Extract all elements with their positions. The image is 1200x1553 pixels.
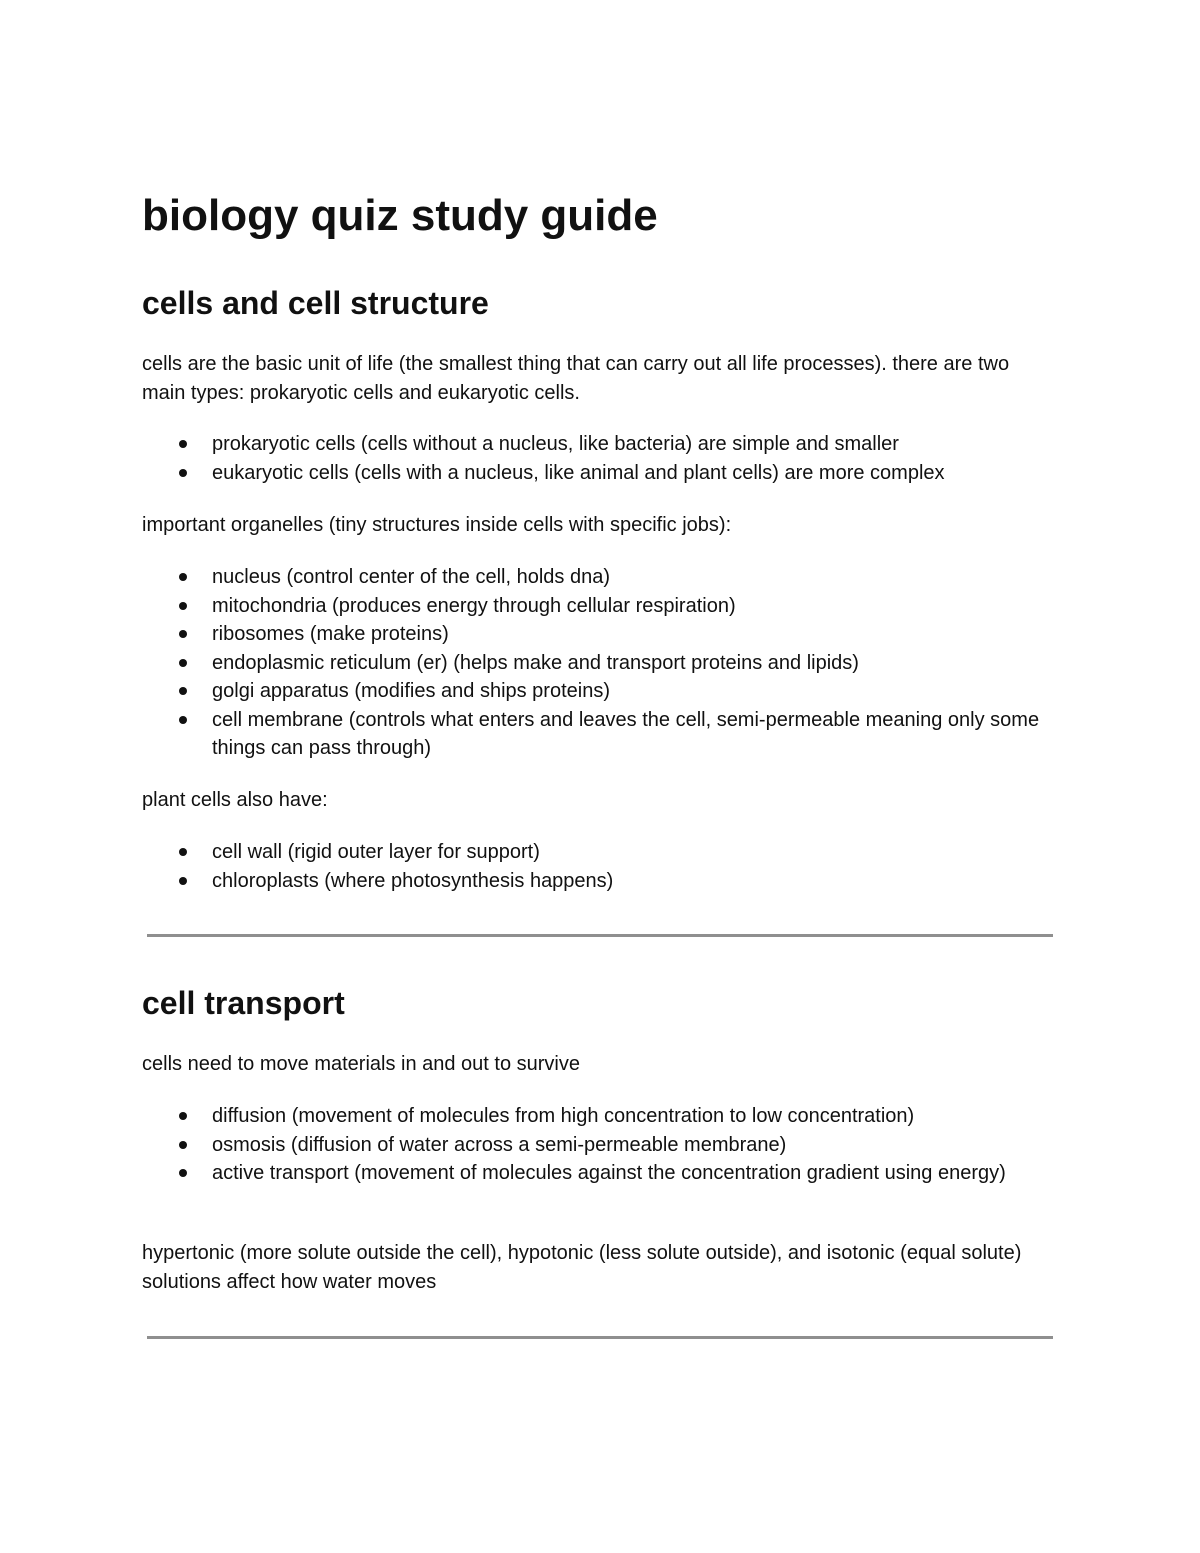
bullet-icon [179,630,187,638]
bullet-icon [179,1141,187,1149]
horizontal-divider [147,934,1053,937]
organelles-intro-paragraph: important organelles (tiny structures inside cells with specific jobs): [142,514,732,536]
cell-types-list [142,430,1057,487]
list-item: golgi apparatus (modifies and ships proteins) [142,677,1052,706]
cells-intro-paragraph: cells are the basic unit of life (the smallest thing that can carry out all life processes). there are two main types: prokaryotic cells and eukaryotic cells. [142,353,1010,404]
list-item: eukaryotic cells (cells with a nucleus, like animal and plant cells) are more complex [142,459,1052,488]
list-item: endoplasmic reticulum (er) (helps make and transport proteins and lipids) [142,649,1052,678]
bullet-icon [179,659,187,667]
transport-intro-paragraph: cells need to move materials in and out to survive [142,1053,580,1075]
bullet-icon [179,440,187,448]
list-item: cell membrane (controls what enters and leaves the cell, semi-permeable meaning only some things can pass through) [142,706,1052,763]
list-item: diffusion (movement of molecules from high concentration to low concentration) [142,1102,1052,1131]
bullet-icon [179,602,187,610]
bullet-icon [179,469,187,477]
section-heading-cells: cells and cell structure [142,285,489,321]
transport-list [142,1102,1057,1188]
bullet-icon [179,1112,187,1120]
bullet-icon [179,716,187,724]
bullet-icon [179,1169,187,1177]
plant-cells-intro-paragraph: plant cells also have: [142,789,328,811]
list-item: chloroplasts (where photosynthesis happens) [142,867,1052,896]
list-item: mitochondria (produces energy through cellular respiration) [142,592,1052,621]
bullet-icon [179,687,187,695]
bullet-icon [179,848,187,856]
list-item: ribosomes (make proteins) [142,620,1052,649]
bullet-icon [179,573,187,581]
list-item: cell wall (rigid outer layer for support) [142,838,1052,867]
plant-parts-list [142,838,1057,895]
list-item: prokaryotic cells (cells without a nucleus, like bacteria) are simple and smaller [142,430,1052,459]
section-heading-transport: cell transport [142,985,345,1021]
bullet-icon [179,877,187,885]
horizontal-divider [147,1336,1053,1339]
solutions-paragraph: hypertonic (more solute outside the cell), hypotonic (less solute outside), and isotonic (equal solute) solutions affect how water moves [142,1242,1022,1293]
list-item: active transport (movement of molecules against the concentration gradient using energy) [142,1159,1052,1188]
list-item: nucleus (control center of the cell, holds dna) [142,563,1052,592]
organelles-list [142,563,1057,763]
list-item: osmosis (diffusion of water across a semi-permeable membrane) [142,1131,1052,1160]
document-title: biology quiz study guide [142,191,658,240]
